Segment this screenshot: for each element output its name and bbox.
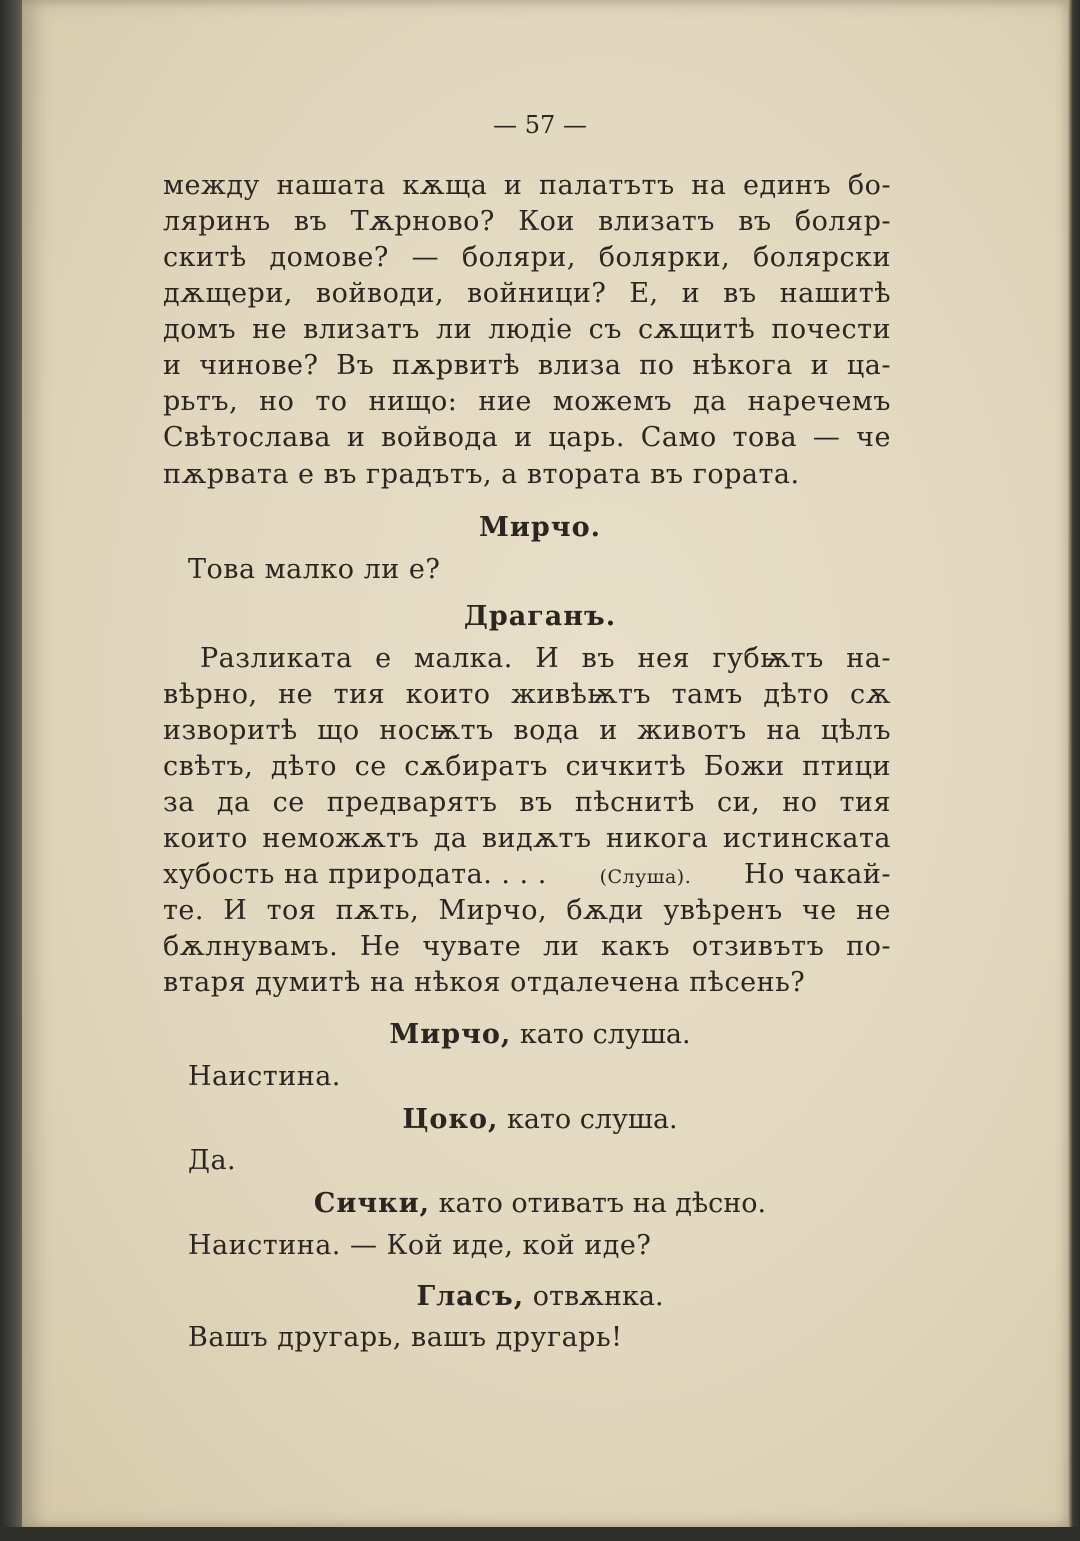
speaker-name: Мирчо, — [389, 1019, 512, 1050]
paragraph1-line: дѫщери, войводи, войници? Е, и въ нашитѣ — [163, 278, 891, 309]
speaker-direction: като слуша. — [519, 1019, 691, 1050]
speech-line: Да. — [188, 1145, 237, 1176]
speaker-name: Цоко, — [402, 1104, 499, 1135]
speaker-heading — [0, 508, 1080, 548]
speaker-heading — [0, 1100, 1080, 1140]
paragraph2-line: за да се предварятъ въ пѣснитѣ си, но тия — [163, 787, 891, 818]
paragraph1-line: и чинове? Въ пѫрвитѣ влиза по нѣкога и ца- — [163, 350, 891, 381]
speaker-heading — [0, 1277, 1080, 1317]
speech-line: Наистина. — [188, 1061, 341, 1092]
paragraph1-line: Свѣтослава и войвода и царь. Само това — че — [163, 422, 891, 453]
speaker-direction: отвѫнка. — [532, 1281, 664, 1312]
paragraph1-line: ляринъ въ Тѫрново? Кои влизатъ въ боляр- — [163, 206, 891, 237]
speaker-heading — [0, 1184, 1080, 1224]
speaker-heading — [0, 1015, 1080, 1055]
paragraph2-line-mixed — [163, 857, 891, 893]
paragraph1-line: скитѣ домове? — боляри, болярки, болярски — [163, 242, 891, 273]
paragraph2-line: вѣрно, не тия които живѣѭтъ тамъ дѣто сѫ — [163, 679, 891, 710]
speaker-name: Гласъ, — [416, 1281, 525, 1312]
speech-line: Вашъ другарь, вашъ другарь! — [188, 1322, 623, 1353]
paragraph2-line-text: Но чакай- — [744, 859, 891, 890]
paragraph1-line: между нашата кѫща и палатътъ на единъ бо- — [163, 170, 891, 201]
speaker-name: Сички, — [313, 1188, 431, 1219]
paragraph1-line: домъ не влизатъ ли людіе съ сѫщитѣ почести — [163, 314, 891, 345]
stage-direction: (Слуша). — [599, 866, 692, 888]
paragraph2-line: те. И тоя пѫть, Мирчо, бѫди увѣренъ че не — [163, 895, 891, 926]
paragraph2-line-text: хубость на природата. . . . — [163, 859, 547, 890]
speaker-direction: като отиватъ на дѣсно. — [438, 1188, 767, 1219]
speech-line: Това малко ли е? — [188, 554, 441, 585]
paragraph2-line: свѣтъ, дѣто се сѫбиратъ сичкитѣ Божи птици — [163, 751, 891, 782]
speaker-name: Мирчо. — [479, 512, 601, 543]
paragraph2-line: изворитѣ що носѭтъ вода и животъ на цѣлъ — [163, 715, 891, 746]
paragraph1-line: пѫрвата е въ градътъ, а втората въ гората. — [163, 459, 800, 490]
speech-line: Наистина. — Кой иде, кой иде? — [188, 1230, 652, 1261]
paragraph2-line: Разликата е малка. И въ нея губѭтъ на- — [200, 643, 891, 674]
page-number: — 57 — — [493, 111, 587, 139]
paragraph2-line: бѫлнувамъ. Не чувате ли какъ отзивътъ по- — [163, 931, 891, 962]
speaker-heading — [0, 597, 1080, 637]
speaker-name: Драганъ. — [463, 601, 617, 632]
paragraph2-line: втаря думитѣ на нѣкоя отдалечена пѣсень? — [163, 967, 806, 998]
speaker-direction: като слуша. — [506, 1104, 678, 1135]
bottom-shadow — [0, 1527, 1080, 1541]
paragraph2-line: които неможѫтъ да видѫтъ никога истинската — [163, 823, 891, 854]
paragraph1-line: рьтъ, но то нищо: ние можемъ да наречемъ — [163, 386, 891, 417]
